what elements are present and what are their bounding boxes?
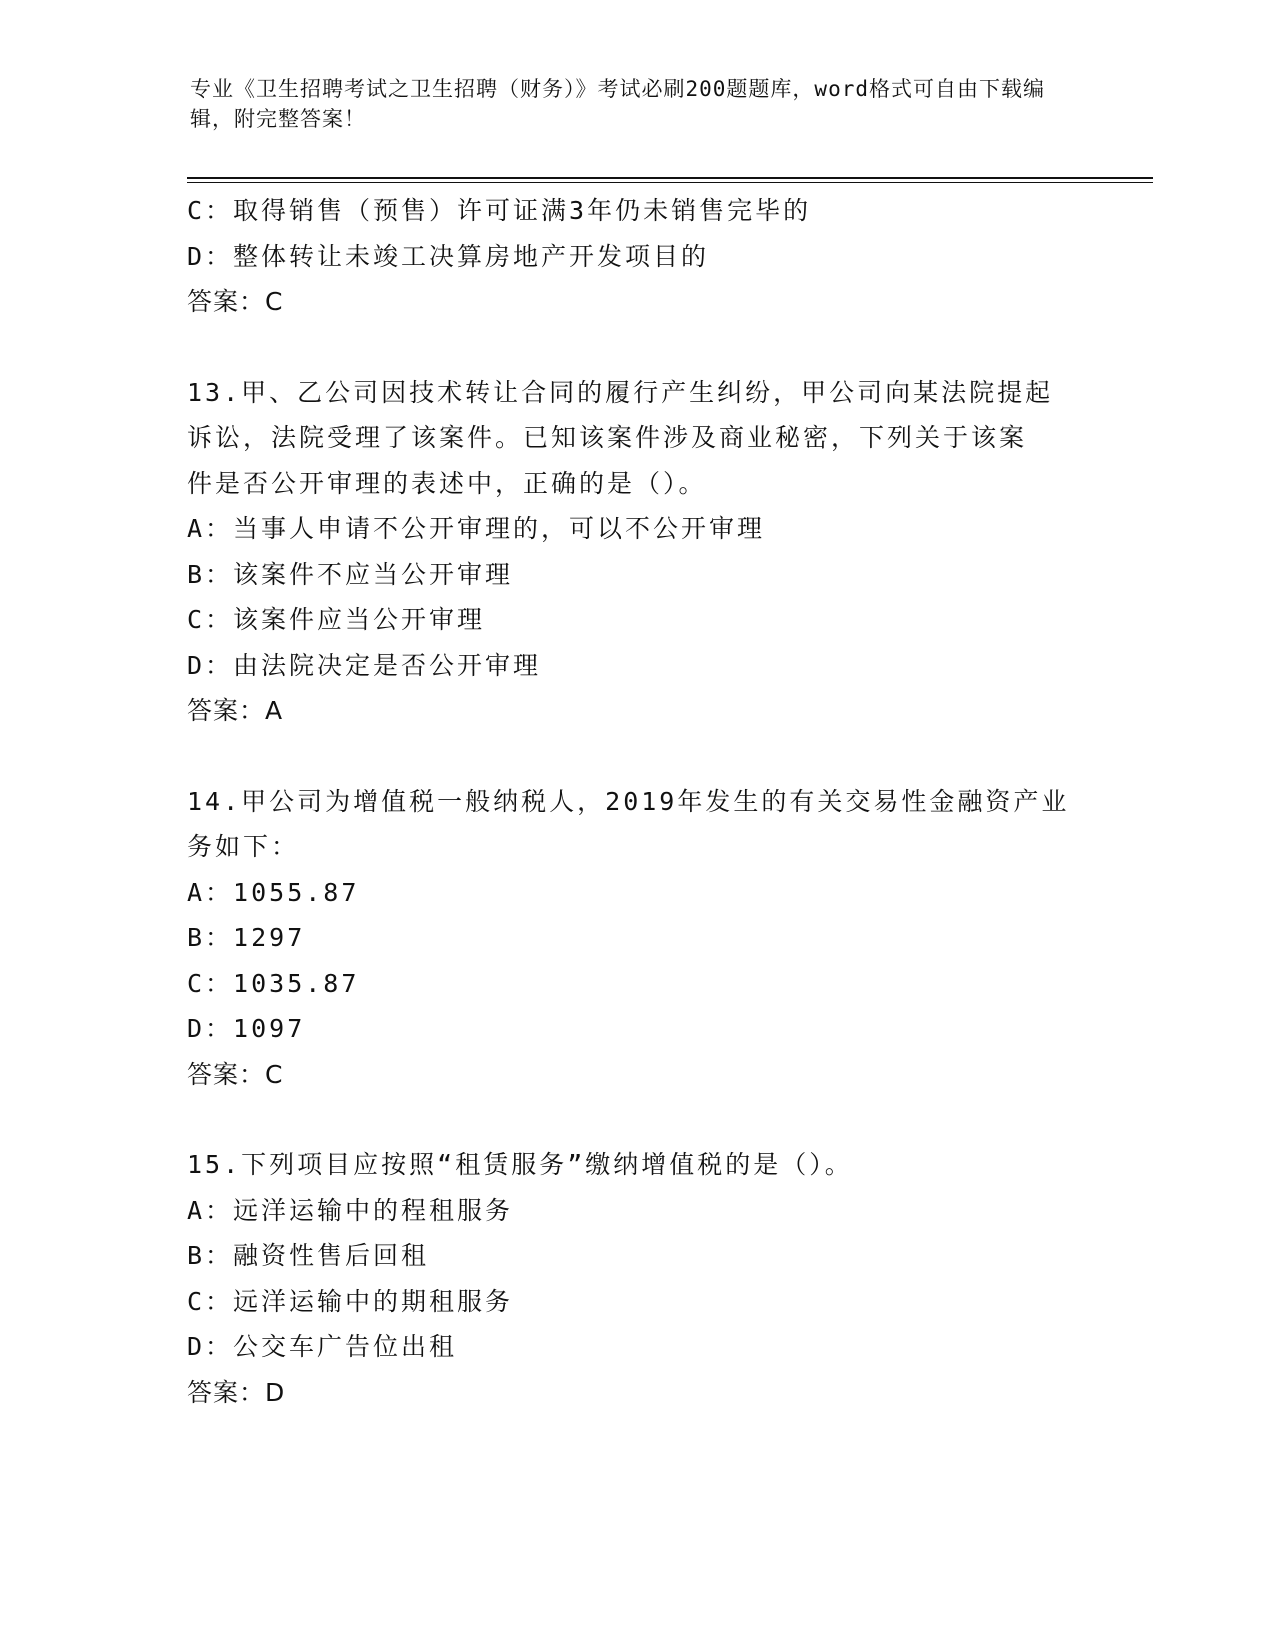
header-rule-thin <box>187 182 1153 183</box>
question-stem-line: 诉讼，法院受理了该案件。已知该案件涉及商业秘密，下列关于该案 <box>187 423 1028 452</box>
option-c: C：取得销售（预售）许可证满3年仍未销售完毕的 <box>187 196 812 225</box>
document-header: 专业《卫生招聘考试之卫生招聘（财务）》考试必刷200题题库，word格式可自由下载编辑，附完整答案！ <box>190 77 1045 131</box>
question-15 <box>187 1142 1117 1415</box>
option-b: B：1297 <box>187 923 306 952</box>
question-13 <box>187 370 1117 734</box>
option-a: A：1055.87 <box>187 877 360 907</box>
answer-line: 答案：D <box>187 1377 286 1407</box>
option-c: C：该案件应当公开审理 <box>187 605 486 634</box>
header-rule-thick <box>187 177 1153 179</box>
option-d: D：由法院决定是否公开审理 <box>187 650 542 680</box>
option-c: C：远洋运输中的期租服务 <box>187 1286 514 1316</box>
answer-line: 答案：C <box>187 287 284 316</box>
option-a: A：远洋运输中的程租服务 <box>187 1195 514 1225</box>
question-14 <box>187 779 1117 1098</box>
option-c: C：1035.87 <box>187 968 360 998</box>
option-d: D：公交车广告位出租 <box>187 1332 458 1361</box>
question-12-tail <box>187 188 1117 325</box>
answer-line: 答案：C <box>187 1059 284 1089</box>
spacer <box>187 325 1117 370</box>
answer-line: 答案：A <box>187 696 284 725</box>
option-d: D：整体转让未竣工决算房地产开发项目的 <box>187 241 710 271</box>
question-stem-line: 15.下列项目应按照“租赁服务”缴纳增值税的是（）。 <box>187 1150 853 1179</box>
option-d: D：1097 <box>187 1014 306 1043</box>
question-stem-line: 务如下： <box>187 832 300 861</box>
question-stem-line: 13.甲、乙公司因技术转让合同的履行产生纠纷，甲公司向某法院提起 <box>187 377 1054 407</box>
spacer <box>187 734 1117 779</box>
spacer <box>187 1097 1117 1142</box>
option-a: A：当事人申请不公开审理的，可以不公开审理 <box>187 514 766 543</box>
question-stem-line: 件是否公开审理的表述中，正确的是（）。 <box>187 468 707 498</box>
question-content <box>187 188 1117 1415</box>
question-stem-line: 14.甲公司为增值税一般纳税人，2019年发生的有关交易性金融资产业 <box>187 786 1070 816</box>
option-b: B：融资性售后回租 <box>187 1241 430 1270</box>
option-b: B：该案件不应当公开审理 <box>187 559 514 589</box>
